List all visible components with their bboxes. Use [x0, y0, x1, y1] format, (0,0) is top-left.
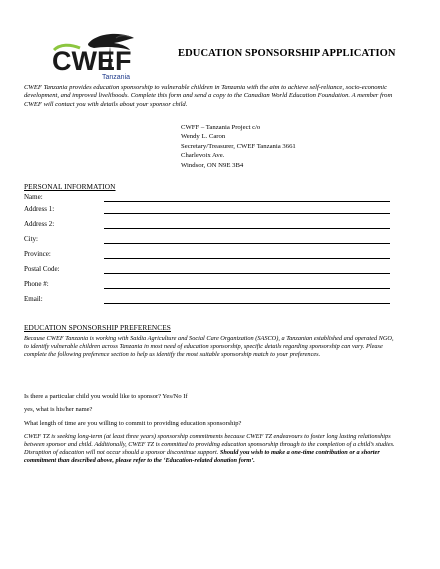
address1-label: Address 1: — [24, 205, 55, 213]
city-field[interactable] — [24, 235, 390, 244]
address-line: Charlevoix Ave. — [181, 152, 225, 160]
postal-code-field[interactable] — [24, 265, 390, 274]
preferences-paragraph: Because CWEF Tanzania is working with Saidia Agriculture and Social Care Organization (SASCO), a Tanzanian established and operated NGO, to identify vulnerable children across Tanzania in most need of education sponsorship, specific details regarding sponsorship can vary. Please complete the following preference section to help us identify the most suitable sponsorship match to your preferences. — [24, 335, 394, 359]
mailing-address — [181, 123, 296, 170]
phone-label: Phone #: — [24, 280, 49, 288]
province-field[interactable] — [24, 250, 390, 259]
page-title: EDUCATION SPONSORSHIP APPLICATION — [178, 48, 396, 59]
province-label: Province: — [24, 250, 51, 258]
email-field[interactable] — [24, 295, 390, 304]
particular-child-question: Is there a particular child you would like to sponsor? Yes/No If — [24, 393, 188, 400]
address2-input-line[interactable] — [104, 228, 390, 229]
logo-text: CWEF — [52, 46, 132, 76]
commitment-length-question: What length of time are you willing to commit to providing education sponsorship? — [24, 420, 242, 427]
sponsorship-preferences-heading: EDUCATION SPONSORSHIP PREFERENCES — [24, 323, 171, 332]
address-line: Windsor, ON N9E 3B4 — [181, 161, 244, 169]
cwef-logo-graphic — [50, 30, 150, 82]
city-label: City: — [24, 235, 39, 243]
commitment-text: CWEF TZ is seeking long-term (at least three years) sponsorship commitments because CWEF TZ endeavours to foster long lasting relationships between sponsor and child. Additionally, CWEF TZ is committed to providing education sponsorship through to the completion of a child’s studies. Disruption of education will not occur should a sponsor discontinue support. — [24, 433, 395, 457]
address-line: Wendy L. Caron — [181, 133, 226, 141]
email-input-line[interactable] — [104, 303, 390, 304]
address-line: CWFF – Tanzania Project c/o — [181, 124, 261, 131]
address1-field[interactable] — [24, 205, 390, 214]
phone-input-line[interactable] — [104, 288, 390, 289]
commitment-bold-text: Should you wish to make a one-time contribution or a shorter commitment than described above, please refer to the ‘Education-related donation form’. — [24, 449, 380, 465]
email-label: Email: — [24, 295, 43, 303]
postal-code-label: Postal Code: — [24, 265, 60, 273]
child-name-question: yes, what is his/her name? — [24, 406, 93, 413]
city-input-line[interactable] — [104, 243, 390, 244]
address2-field[interactable] — [24, 220, 390, 229]
commitment-paragraph — [24, 433, 396, 465]
cwef-logo — [50, 30, 150, 82]
name-field[interactable] — [24, 193, 390, 202]
name-label: Name: — [24, 193, 43, 201]
name-input-line[interactable] — [104, 201, 390, 202]
province-input-line[interactable] — [104, 258, 390, 259]
phone-field[interactable] — [24, 280, 390, 289]
logo-subtext: Tanzania — [102, 74, 131, 81]
address2-label: Address 2: — [24, 220, 55, 228]
address1-input-line[interactable] — [104, 213, 390, 214]
personal-information-heading: PERSONAL INFORMATION — [24, 182, 116, 191]
postal-code-input-line[interactable] — [104, 273, 390, 274]
intro-paragraph: CWEF Tanzania provides education sponsorship to vulnerable children in Tanzania with the aim to achieve self-reliance, socio-economic development, and improved livelihoods. Complete this form and send a copy to the Canadian World Education Foundation. A member from CWEF will contact you with details about your sponsor child. — [24, 84, 393, 108]
address-line: Secretary/Treasurer, CWEF Tanzania 3661 — [181, 142, 296, 150]
